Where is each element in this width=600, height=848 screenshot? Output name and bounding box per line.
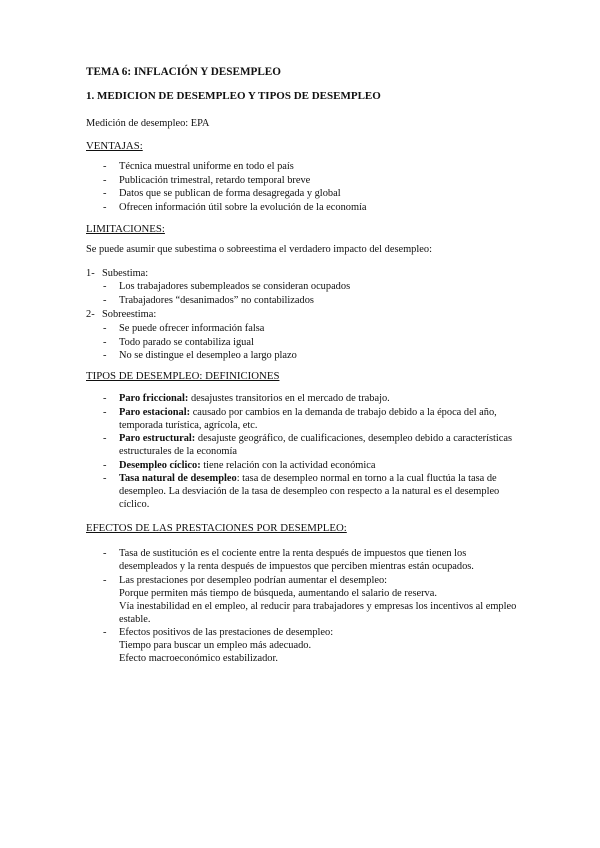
list-item: - Técnica muestral uniforme en todo el país [86, 160, 526, 173]
item-text: Efectos positivos de las prestaciones de desempleo: [119, 627, 334, 638]
item-label: Subestima: [102, 268, 149, 279]
sobreestima-list [86, 322, 526, 363]
document-title: TEMA 6: INFLACIÓN Y DESEMPLEO [86, 66, 281, 78]
section-heading: 1. MEDICION DE DESEMPLEO Y TIPOS DE DESEMPLEO [86, 90, 381, 102]
definition-item [86, 406, 526, 432]
list-item: - Datos que se publican de forma desagregada y global [86, 187, 526, 200]
efectos-list [86, 547, 526, 666]
list-item: - Publicación trimestral, retardo temporal breve [86, 174, 526, 187]
definition-item [86, 459, 526, 472]
definition-text: tiene relación con la actividad económica [200, 459, 376, 471]
tipos-heading: TIPOS DE DESEMPLEO: DEFINICIONES [86, 370, 280, 382]
definition-item [86, 392, 526, 405]
list-item: - Trabajadores “desanimados” no contabilizados [86, 294, 526, 307]
list-item: - No se distingue el desempleo a largo plazo [86, 349, 526, 362]
numbered-item [86, 267, 148, 280]
subestima-list [86, 280, 526, 307]
limitaciones-heading: LIMITACIONES: [86, 223, 165, 235]
list-item [86, 547, 526, 573]
item-detail: Vía inestabilidad en el empleo, al reducir para trabajadores y empresas los incentivos al empleo estable. [119, 600, 517, 625]
limitaciones-intro: Se puede asumir que subestima o sobreestima el verdadero impacto del desempleo: [86, 244, 432, 255]
definition-term: Paro estacional: [119, 406, 191, 418]
tipos-list [86, 392, 526, 512]
definition-term: Tasa natural de desempleo [119, 473, 237, 484]
list-item: - Los trabajadores subempleados se consideran ocupados [86, 280, 526, 293]
list-item [86, 626, 526, 665]
item-label: Sobreestima: [102, 309, 157, 320]
item-detail: Porque permiten más tiempo de búsqueda, aumentando el salario de reserva. [119, 587, 437, 599]
list-item: - Se puede ofrecer información falsa [86, 322, 526, 335]
item-text: Tasa de sustitución es el cociente entre la renta después de impuestos que tienen los desempleados y la renta después de impuestos que perciben mientras están ocupados. [119, 548, 474, 572]
medicion-text: Medición de desempleo: EPA [86, 118, 210, 129]
definition-item [86, 472, 526, 511]
definition-text: : tasa de desempleo normal en torno a la cual fluctúa la tasa de desempleo. La desviación de la tasa de desempleo con respecto a la natural es el desempleo cíclico. [119, 473, 500, 510]
numbered-item [86, 308, 156, 321]
list-item: - Ofrecen información útil sobre la evolución de la economía [86, 201, 526, 214]
item-number: 1- [86, 268, 95, 279]
definition-item [86, 432, 526, 458]
item-number: 2- [86, 309, 95, 320]
list-item: - Todo parado se contabiliza igual [86, 336, 526, 349]
ventajas-list [86, 160, 526, 214]
item-detail: Tiempo para buscar un empleo más adecuado. [119, 640, 312, 651]
definition-term: Paro estructural: [119, 433, 196, 444]
item-detail: Efecto macroeconómico estabilizador. [119, 653, 278, 664]
definition-text: desajuste geográfico, de cualificaciones, desempleo debido a características estructurales de la economía [119, 433, 513, 457]
definition-text: desajustes transitorios en el mercado de trabajo. [188, 393, 390, 404]
definition-term: Paro friccional: [119, 393, 189, 404]
list-item [86, 574, 526, 626]
ventajas-heading: VENTAJAS: [86, 140, 143, 152]
definition-text: causado por cambios en la demanda de trabajo debido a la época del año, temporada turística, agrícola, etc. [119, 406, 497, 431]
item-text: Las prestaciones por desempleo podrían aumentar el desempleo: [119, 574, 388, 586]
efectos-heading: EFECTOS DE LAS PRESTACIONES POR DESEMPLEO: [86, 522, 347, 534]
definition-term: Desempleo cíclico: [119, 459, 201, 471]
